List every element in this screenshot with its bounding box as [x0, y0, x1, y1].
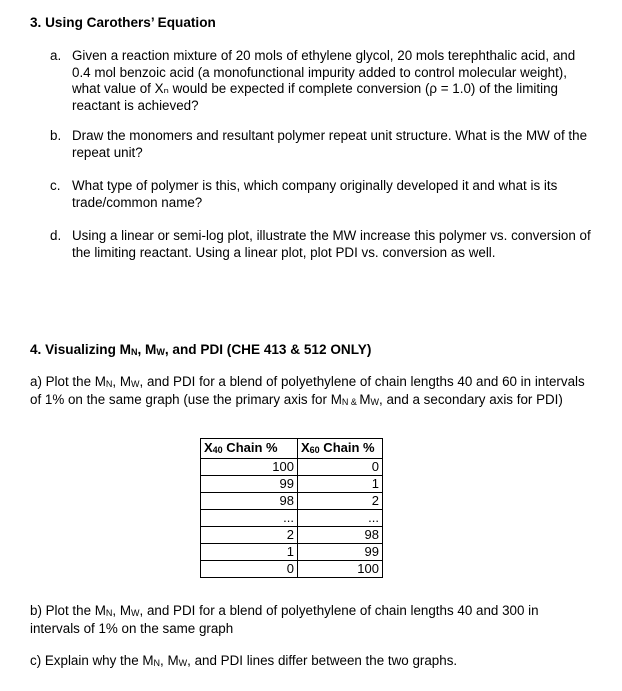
table-cell: 100	[298, 561, 383, 578]
table-cell: 1	[201, 544, 298, 561]
q4-title: 4. Visualizing $M_N$, $M_W$, and PDI (CHE 413 & 512 ONLY)	[30, 342, 372, 357]
table-cell: ...	[298, 510, 383, 527]
table-cell: 2	[201, 527, 298, 544]
table-cell: 1	[298, 476, 383, 493]
q3-item-a-label: a.	[50, 48, 62, 63]
table-row	[201, 544, 383, 561]
q3-item-c-text: What type of polymer is this, which company originally developed it and what is its trade/common name?	[72, 178, 558, 210]
q4-part-b: b) Plot the $M_N$, $M_W$, and PDI for a blend of polyethylene of chain lengths 40 and 300 in intervals of 1% on the same graph	[30, 603, 539, 636]
q3-title: 3. Using Carothers’ Equation	[30, 15, 216, 30]
x60-column-header: $X_{60}$ Chain %	[298, 439, 383, 459]
table-row	[201, 476, 383, 493]
table-row	[201, 510, 383, 527]
table-row	[201, 459, 383, 476]
table-cell: 98	[298, 527, 383, 544]
q3-item-d-label: d.	[50, 228, 62, 243]
q3-item-a	[50, 48, 590, 114]
q4-part-c: c) Explain why the $M_N$, $M_W$, and PDI lines differ between the two graphs.	[30, 653, 458, 668]
q3-item-d	[50, 228, 590, 278]
q3-item-c-label: c.	[50, 178, 61, 193]
table-cell: ...	[201, 510, 298, 527]
q3-item-a-text: Given a reaction mixture of 20 mols of ethylene glycol, 20 mols terephthalic acid, and 0.4 mol benzoic acid (a monofunctional impurity added to control molecular weight), what value of Xₙ would be expected if complete conversion (ρ = 1.0) of the limiting reactant is achieved?	[72, 48, 576, 113]
q3-item-b	[50, 128, 590, 162]
x40-column-header: $X_{40}$ Chain %	[201, 439, 298, 459]
table-row	[201, 561, 383, 578]
q3-item-c	[50, 178, 590, 212]
table-cell: 98	[201, 493, 298, 510]
table-cell: 99	[298, 544, 383, 561]
chain-percent-table	[200, 438, 383, 578]
table-row	[201, 493, 383, 510]
table-header-row	[201, 439, 383, 459]
table-cell: 99	[201, 476, 298, 493]
table-row	[201, 527, 383, 544]
q4-part-a: a) Plot the $M_N$, $M_W$, and PDI for a blend of polyethylene of chain lengths 40 and 60 in intervals of 1% on the same graph (use the primary axis for $M_{N \&}$ $M_W$, and a secondary axis for PDI)	[30, 374, 585, 407]
table-cell: 2	[298, 493, 383, 510]
table-cell: 100	[201, 459, 298, 476]
q3-item-b-label: b.	[50, 128, 62, 143]
q3-item-d-text: Using a linear or semi-log plot, illustrate the MW increase this polymer vs. conversion of the limiting reactant. Using a linear plot, plot PDI vs. conversion as well.	[72, 228, 591, 260]
q3-item-b-text: Draw the monomers and resultant polymer repeat unit structure. What is the MW of the repeat unit?	[72, 128, 588, 160]
table-cell: 0	[201, 561, 298, 578]
table-cell: 0	[298, 459, 383, 476]
